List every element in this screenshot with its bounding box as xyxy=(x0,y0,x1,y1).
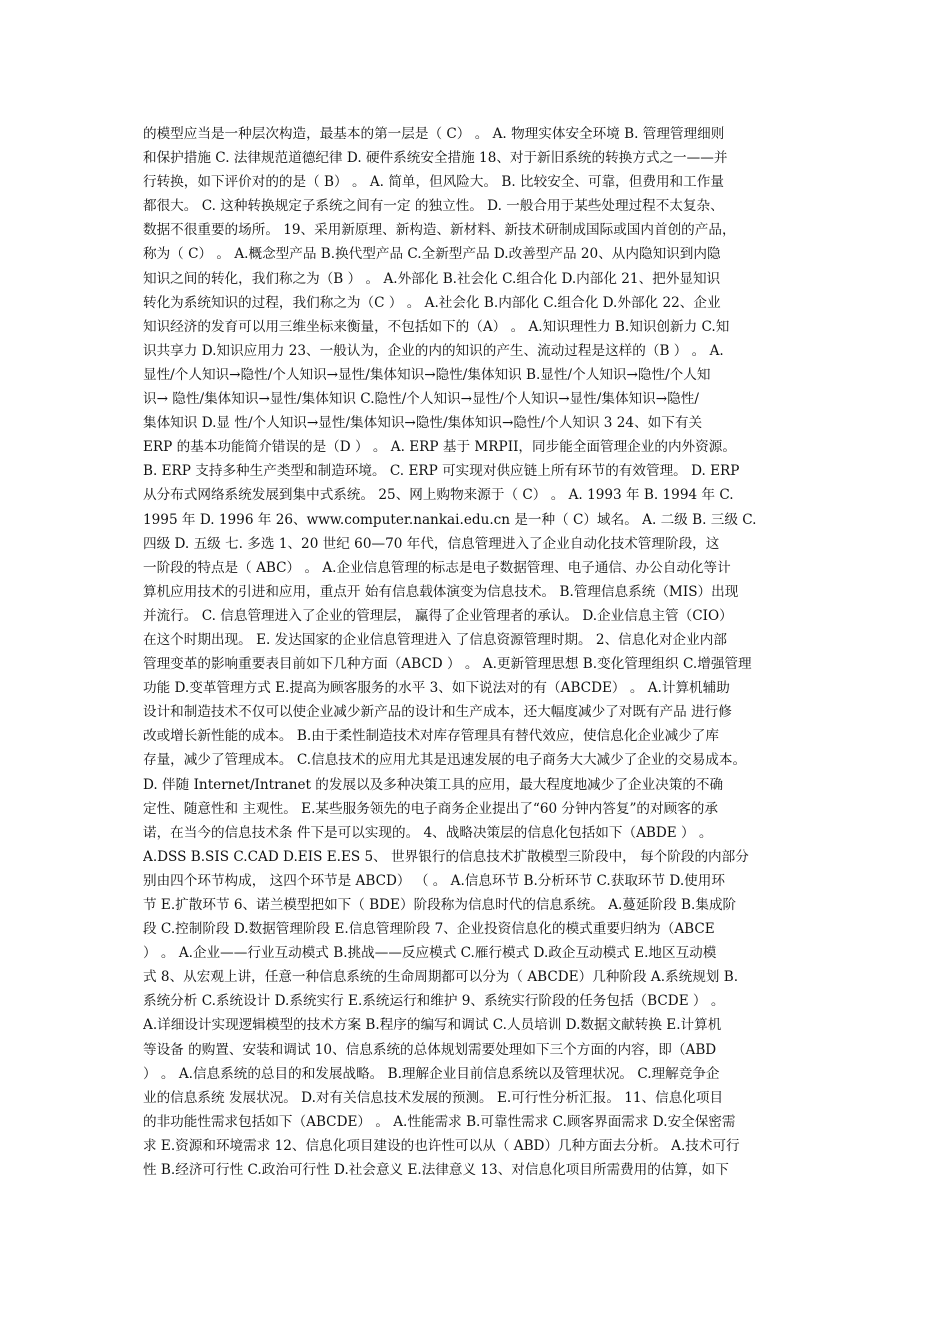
text-line: 节 E.扩散环节 6、诺兰模型把如下（ BDE）阶段称为信息时代的信息系统。 A.蔓延阶段 B.集成阶 xyxy=(143,897,737,913)
text-line: 集体知识 D.显 性/个人知识→显性/集体知识→隐性/集体知识→隐性/个人知识 3 24、如下有关 xyxy=(143,415,703,432)
text-line: 业的信息系统 发展状况。 D.对有关信息技术发展的预测。 E.可行性分析汇报。 11、信息化项目 xyxy=(143,1089,724,1106)
text-line: 在这个时期出现。 E. 发达国家的企业信息管理进入 了信息资源管理时期。 2、信息化对企业内部 xyxy=(143,631,727,648)
text-line: 求 E.资源和环境需求 12、信息化项目建设的也许性可以从（ ABD）几种方面去分析。 A.技术可行 xyxy=(143,1137,740,1154)
text-line: ） 。 A.信息系统的总目的和发展战略。 B.理解企业目前信息系统以及管理状况。 C.理解竞争企 xyxy=(143,1065,720,1082)
text-line: 一阶段的特点是（ ABC） 。 A.企业信息管理的标志是电子数据管理、电子通信、办公自动化等计 xyxy=(143,559,731,576)
text-line: ERP 的基本功能简介错误的是（D ） 。 A. ERP 基于 MRPII，同步能全面管理企业的内外资源。 xyxy=(143,439,736,456)
text-line: 并流行。 C. 信息管理进入了企业的管理层， 赢得了企业管理者的承认。 D.企业信息主管（CIO） xyxy=(143,607,733,624)
text-line: 存量，减少了管理成本。 C.信息技术的应用尤其是迅速发展的电子商务大大减少了企业的交易成本。 xyxy=(143,752,747,769)
text-line: 算机应用技术的引进和应用，重点开 始有信息载体演变为信息技术。 B.管理信息系统（MIS）出现 xyxy=(143,583,739,600)
text-line: 1995 年 D. 1996 年 26、www.computer.nankai.edu.cn 是一种（ C）域名。 A. 二级 B. 三级 C. xyxy=(143,511,757,528)
text-line: 的模型应当是一种层次构造，最基本的第一层是（ C） 。 A. 物理实体安全环境 B. 管理管理细则 xyxy=(143,126,725,142)
text-line: ） 。 A.企业——行业互动模式 B.挑战——反应模式 C.雁行模式 D.政企互动模式 E.地区互动模 xyxy=(143,945,717,962)
text-line: 管理变革的影响重要表目前如下几种方面（ABCD ） 。 A.更新管理思想 B.变化管理组织 C.增强管理 xyxy=(143,656,752,673)
text-line: 识共享力 D.知识应用力 23、一般认为，企业的内的知识的产生、流动过程是这样的（B ） 。 A. xyxy=(143,342,724,359)
text-line: D. 伴随 Internet/Intranet 的发展以及多种决策工具的应用，最大程度地减少了企业决策的不确 xyxy=(143,776,724,793)
text-line: 显性/个人知识→隐性/个人知识→显性/集体知识→隐性/集体知识 B.显性/个人知识→隐性/个人知 xyxy=(143,366,711,383)
text-line: 从分布式网络系统发展到集中式系统。 25、网上购物来源于（ C） 。 A. 1993 年 B. 1994 年 C. xyxy=(143,487,734,504)
text-line: 式 8、从宏观上讲，任意一种信息系统的生命周期都可以分为（ ABCDE）几种阶段 A.系统规划 B. xyxy=(143,969,739,986)
text-line: 四级 D. 五级 七. 多选 1、20 世纪 60—70 年代，信息管理进入了企业自动化技术管理阶段，这 xyxy=(143,535,720,552)
text-line: 定性、随意性和 主观性。 E.某些服务领先的电子商务企业提出了“60 分钟内答复”的对顾客的承 xyxy=(143,800,718,817)
text-line: 改或增长新性能的成本。 B.由于柔性制造技术对库存管理具有替代效应，使信息化企业减少了库 xyxy=(143,728,719,745)
text-line: 的非功能性需求包括如下（ABCDE） 。 A.性能需求 B.可靠性需求 C.顾客界面需求 D.安全保密需 xyxy=(143,1113,736,1130)
text-line: 都很大。 C. 这种转换规定子系统之间有一定 的独立性。 D. 一般合用于某些处理过程不太复杂、 xyxy=(143,198,724,215)
text-line: 数据不很重要的场所。 19、采用新原理、新构造、新材料、新技术研制成国际或国内首创的产品， xyxy=(143,222,736,239)
text-line: 等设备 的购置、安装和调试 10、信息系统的总体规划需要处理如下三个方面的内容，即（ABD xyxy=(143,1041,717,1058)
body-text xyxy=(143,122,815,1182)
text-line: B. ERP 支持多种生产类型和制造环境。 C. ERP 可实现对供应链上所有环节的有效管理。 D. ERP xyxy=(143,463,740,480)
text-line: 知识之间的转化，我们称之为（B ） 。 A.外部化 B.社会化 C.组合化 D.内部化 21、把外显知识 xyxy=(143,270,721,287)
text-line: 系统分析 C.系统设计 D.系统实行 E.系统运行和维护 9、系统实行阶段的任务包括（BCDE ） 。 xyxy=(143,993,725,1010)
text-line: 识→ 隐性/集体知识→显性/集体知识 C.隐性/个人知识→显性/个人知识→显性/集体知识→隐性/ xyxy=(143,391,699,408)
text-line: 别由四个环节构成， 这四个环节是 ABCD） （ 。 A.信息环节 B.分析环节 C.获取环节 D.使用环 xyxy=(143,872,725,889)
text-line: 知识经济的发育可以用三维坐标来衡量，不包括如下的（A） 。 A.知识理性力 B.知识创新力 C.知 xyxy=(143,318,730,335)
text-line: 功能 D.变革管理方式 E.提高为顾客服务的水平 3、如下说法对的有（ABCDE） 。 A.计算机辅助 xyxy=(143,680,730,697)
text-line: 和保护措施 C. 法律规范道德纪律 D. 硬件系统安全措施 18、对于新旧系统的转换方式之一——并 xyxy=(143,150,728,167)
text-line: 设计和制造技术不仅可以使企业减少新产品的设计和生产成本，还大幅度减少了对既有产品 进行修 xyxy=(143,704,732,721)
text-line: 段 C.控制阶段 D.数据管理阶段 E.信息管理阶段 7、企业投资信息化的模式重要归纳为（ABCE xyxy=(143,921,715,938)
text-line: A.详细设计实现逻辑模型的技术方案 B.程序的编写和调试 C.人员培训 D.数据文献转换 E.计算机 xyxy=(143,1017,722,1034)
text-line: 性 B.经济可行性 C.政治可行性 D.社会意义 E.法律意义 13、对信息化项目所需费用的估算，如下 xyxy=(143,1162,729,1179)
text-line: 转化为系统知识的过程，我们称之为（C ） 。 A.社会化 B.内部化 C.组合化 D.外部化 22、企业 xyxy=(143,294,721,311)
text-line: 称为（ C） 。 A.概念型产品 B.换代型产品 C.全新型产品 D.改善型产品 20、从内隐知识到内隐 xyxy=(143,246,721,263)
text-line: 诺，在当今的信息技术条 件下是可以实现的。 4、战略决策层的信息化包括如下（ABDE ） 。 xyxy=(143,824,713,841)
text-line: A.DSS B.SIS C.CAD D.EIS E.ES 5、 世界银行的信息技术扩散模型三阶段中， 每个阶段的内部分 xyxy=(143,848,749,865)
text-line: 行转换，如下评价对的的是（ B） 。 A. 简单，但风险大。 B. 比较安全、可靠，但费用和工作量 xyxy=(143,174,724,191)
